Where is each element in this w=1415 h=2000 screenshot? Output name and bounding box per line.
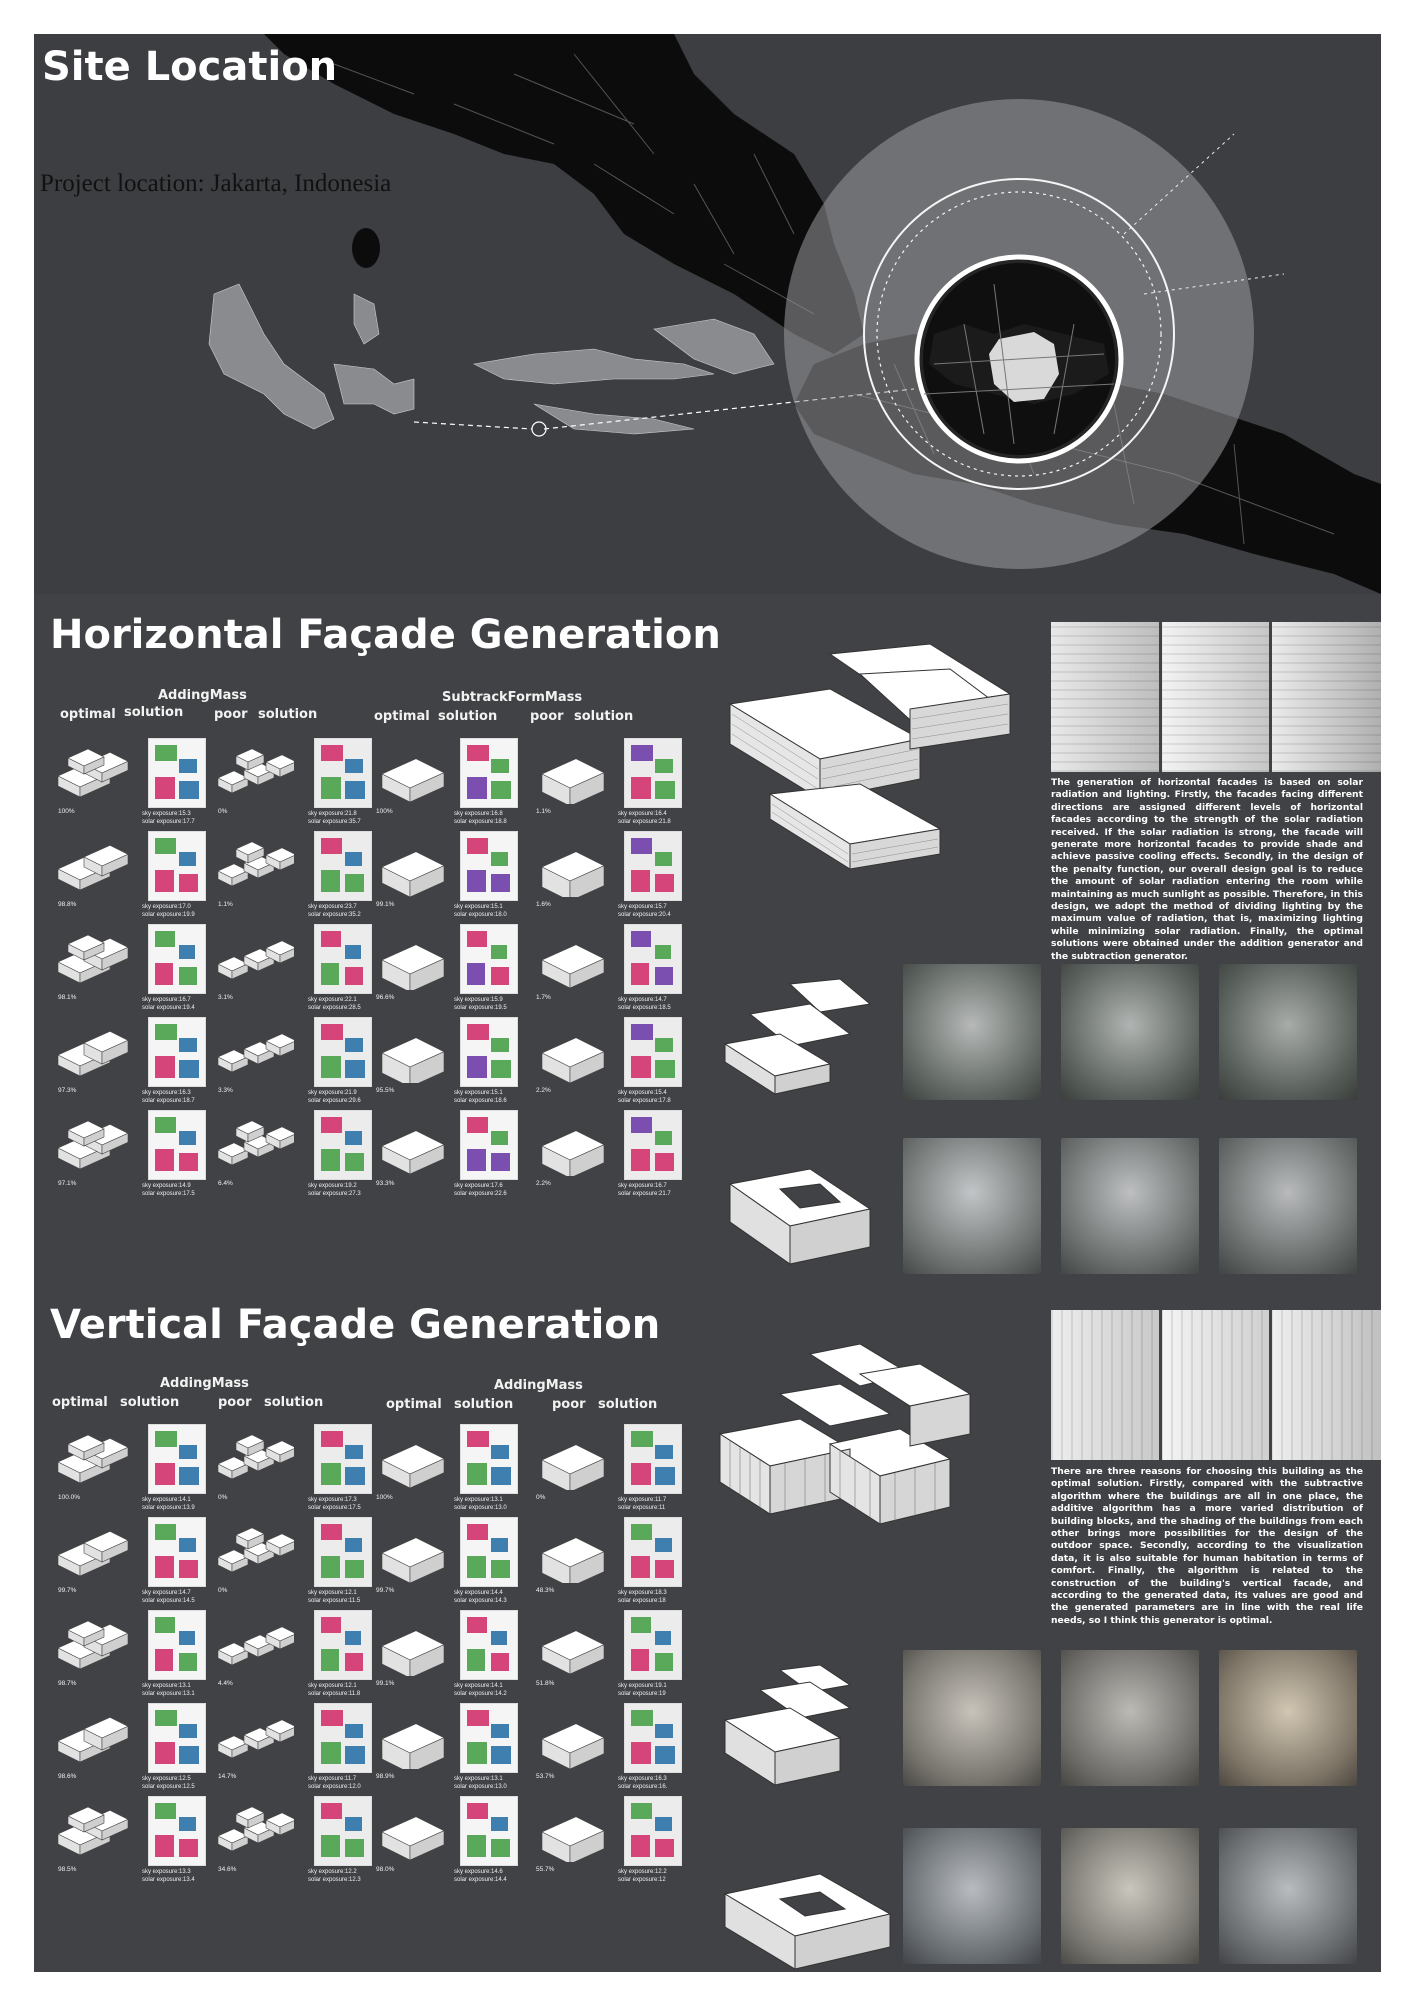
massing-model — [54, 835, 140, 921]
massing-model — [54, 1707, 140, 1793]
solar-exposure-label: solar exposure:18.5 — [618, 1005, 671, 1011]
sky-exposure-label: sky exposure:15.3 — [142, 811, 191, 817]
sky-exposure-label: sky exposure:16.7 — [618, 1183, 667, 1189]
solar-exposure-label: solar exposure:29.6 — [308, 1098, 361, 1104]
score-percentage: 99.7% — [58, 1587, 77, 1594]
horizontal-render-2-2 — [1061, 1138, 1199, 1274]
sky-exposure-label: sky exposure:11.7 — [618, 1497, 667, 1503]
massing-model — [214, 1707, 300, 1793]
massing-model — [532, 1800, 618, 1886]
exposure-plan-map — [624, 1424, 682, 1494]
score-percentage: 98.7% — [58, 1680, 77, 1687]
sky-exposure-label: sky exposure:14.7 — [618, 997, 667, 1003]
sky-exposure-label: sky exposure:16.3 — [618, 1776, 667, 1782]
score-percentage: 99.1% — [376, 1680, 395, 1687]
v-legend-right-poor: poor — [552, 1397, 586, 1412]
exposure-plan-map — [148, 1424, 206, 1494]
vertical-render-1-2 — [1061, 1650, 1199, 1786]
sky-exposure-label: sky exposure:19.2 — [308, 1183, 357, 1189]
vertical-axon-2 — [720, 1660, 900, 1800]
score-percentage: 100% — [376, 808, 393, 815]
solar-exposure-label: solar exposure:14.3 — [454, 1598, 507, 1604]
sky-exposure-label: sky exposure:22.1 — [308, 997, 357, 1003]
solar-exposure-label: solar exposure:14.5 — [142, 1598, 195, 1604]
exposure-plan-map — [148, 1517, 206, 1587]
v-legend-right-group: AddingMass — [494, 1378, 583, 1393]
exposure-plan-map — [148, 738, 206, 808]
massing-model — [54, 1021, 140, 1107]
score-percentage: 1.1% — [218, 901, 233, 908]
massing-model — [532, 1021, 618, 1107]
sky-exposure-label: sky exposure:13.1 — [142, 1683, 191, 1689]
exposure-plan-map — [314, 738, 372, 808]
exposure-plan-map — [148, 924, 206, 994]
massing-model — [214, 1021, 300, 1107]
solar-exposure-label: solar exposure:13.4 — [142, 1877, 195, 1883]
v-legend-right-solution: solution — [454, 1397, 514, 1412]
score-percentage: 2.2% — [536, 1180, 551, 1187]
score-percentage: 14.7% — [218, 1773, 237, 1780]
massing-model — [372, 742, 458, 828]
horizontal-axon-main — [710, 634, 1050, 904]
exposure-plan-map — [314, 1017, 372, 1087]
v-legend-left-solution2: solution — [264, 1395, 324, 1410]
massing-model — [532, 1707, 618, 1793]
score-percentage: 95.5% — [376, 1087, 395, 1094]
sky-exposure-label: sky exposure:14.4 — [454, 1590, 503, 1596]
solar-exposure-label: solar exposure:18.7 — [142, 1098, 195, 1104]
massing-model — [214, 742, 300, 828]
horizontal-facade-title: Horizontal Façade Generation — [50, 612, 721, 658]
vertical-axon-main — [710, 1334, 1050, 1604]
v-legend-right-solution2: solution — [598, 1397, 658, 1412]
vertical-facade-closeup-photos — [1051, 1310, 1381, 1460]
solar-exposure-label: solar exposure:22.6 — [454, 1191, 507, 1197]
horizontal-render-1-2 — [1061, 964, 1199, 1100]
exposure-plan-map — [314, 831, 372, 901]
solar-exposure-label: solar exposure:19.4 — [142, 1005, 195, 1011]
exposure-plan-map — [624, 738, 682, 808]
score-percentage: 100% — [376, 1494, 393, 1501]
massing-model — [54, 1614, 140, 1700]
score-percentage: 98.9% — [376, 1773, 395, 1780]
score-percentage: 0% — [218, 1494, 228, 1501]
h-legend-right-solution2: solution — [574, 709, 634, 724]
solar-exposure-label: solar exposure:12.5 — [142, 1784, 195, 1790]
score-percentage: 48.3% — [536, 1587, 555, 1594]
sky-exposure-label: sky exposure:13.1 — [454, 1776, 503, 1782]
score-percentage: 0% — [536, 1494, 546, 1501]
score-percentage: 99.1% — [376, 901, 395, 908]
massing-model — [214, 1428, 300, 1514]
massing-model — [214, 1521, 300, 1607]
score-percentage: 0% — [218, 1587, 228, 1594]
exposure-plan-map — [148, 1017, 206, 1087]
sky-exposure-label: sky exposure:16.4 — [618, 811, 667, 817]
massing-model — [214, 1114, 300, 1200]
sky-exposure-label: sky exposure:13.3 — [142, 1869, 191, 1875]
solar-exposure-label: solar exposure:17.5 — [308, 1505, 361, 1511]
score-percentage: 53.7% — [536, 1773, 555, 1780]
sky-exposure-label: sky exposure:21.8 — [308, 811, 357, 817]
massing-model — [372, 1800, 458, 1886]
exposure-plan-map — [314, 1517, 372, 1587]
score-percentage: 4.4% — [218, 1680, 233, 1687]
solar-exposure-label: solar exposure:12.3 — [308, 1877, 361, 1883]
sky-exposure-label: sky exposure:11.7 — [308, 1776, 357, 1782]
horizontal-render-1-1 — [903, 964, 1041, 1100]
exposure-plan-map — [460, 1610, 518, 1680]
vertical-render-1-1 — [903, 1650, 1041, 1786]
solar-exposure-label: solar exposure:18.6 — [454, 1098, 507, 1104]
poster — [34, 34, 1381, 1972]
h-legend-right-group: SubtrackFormMass — [442, 690, 583, 705]
solar-exposure-label: solar exposure:28.5 — [308, 1005, 361, 1011]
h-legend-left-poor: poor — [214, 707, 248, 722]
exposure-plan-map — [624, 1110, 682, 1180]
massing-model — [532, 1521, 618, 1607]
exposure-plan-map — [460, 831, 518, 901]
site-location-title: Site Location — [42, 44, 338, 90]
exposure-plan-map — [148, 1610, 206, 1680]
sky-exposure-label: sky exposure:17.3 — [308, 1497, 357, 1503]
score-percentage: 98.1% — [58, 994, 77, 1001]
vertical-render-2-1 — [903, 1828, 1041, 1964]
exposure-plan-map — [460, 1424, 518, 1494]
exposure-plan-map — [624, 1796, 682, 1866]
solar-exposure-label: solar exposure:13.1 — [142, 1691, 195, 1697]
sky-exposure-label: sky exposure:12.1 — [308, 1590, 357, 1596]
score-percentage: 98.0% — [376, 1866, 395, 1873]
exposure-plan-map — [314, 1110, 372, 1180]
solar-exposure-label: solar exposure:20.4 — [618, 912, 671, 918]
score-percentage: 97.1% — [58, 1180, 77, 1187]
sky-exposure-label: sky exposure:15.9 — [454, 997, 503, 1003]
massing-model — [54, 928, 140, 1014]
solar-exposure-label: solar exposure:35.2 — [308, 912, 361, 918]
exposure-plan-map — [148, 1796, 206, 1866]
sky-exposure-label: sky exposure:12.2 — [618, 1869, 667, 1875]
solar-exposure-label: solar exposure:17.8 — [618, 1098, 671, 1104]
exposure-plan-map — [314, 1610, 372, 1680]
exposure-plan-map — [624, 1517, 682, 1587]
massing-model — [54, 1114, 140, 1200]
horizontal-render-2-1 — [903, 1138, 1041, 1274]
v-legend-left-group: AddingMass — [160, 1376, 249, 1391]
score-percentage: 98.5% — [58, 1866, 77, 1873]
vertical-render-2-2 — [1061, 1828, 1199, 1964]
massing-model — [532, 742, 618, 828]
score-percentage: 3.3% — [218, 1087, 233, 1094]
score-percentage: 1.6% — [536, 901, 551, 908]
v-legend-left-optimal: optimal — [52, 1395, 108, 1410]
sky-exposure-label: sky exposure:14.1 — [142, 1497, 191, 1503]
horizontal-render-1-3 — [1219, 964, 1357, 1100]
exposure-plan-map — [460, 924, 518, 994]
exposure-plan-map — [314, 1424, 372, 1494]
massing-model — [372, 928, 458, 1014]
score-percentage: 1.1% — [536, 808, 551, 815]
exposure-plan-map — [624, 1703, 682, 1773]
massing-model — [372, 835, 458, 921]
massing-model — [54, 742, 140, 828]
solar-exposure-label: solar exposure:18.8 — [454, 819, 507, 825]
sky-exposure-label: sky exposure:15.1 — [454, 904, 503, 910]
sky-exposure-label: sky exposure:16.7 — [142, 997, 191, 1003]
massing-model — [214, 928, 300, 1014]
massing-model — [372, 1114, 458, 1200]
score-percentage: 96.6% — [376, 994, 395, 1001]
solar-exposure-label: solar exposure:13.0 — [454, 1784, 507, 1790]
vertical-axon-3 — [720, 1854, 900, 1972]
vertical-facade-title: Vertical Façade Generation — [50, 1302, 661, 1348]
exposure-plan-map — [460, 738, 518, 808]
solar-exposure-label: solar exposure:11 — [618, 1505, 666, 1511]
sky-exposure-label: sky exposure:14.7 — [142, 1590, 191, 1596]
massing-model — [214, 1614, 300, 1700]
exposure-plan-map — [314, 1703, 372, 1773]
score-percentage: 100% — [58, 808, 75, 815]
massing-model — [372, 1021, 458, 1107]
solar-exposure-label: solar exposure:17.5 — [142, 1191, 195, 1197]
massing-model — [372, 1707, 458, 1793]
h-legend-left-optimal: optimal — [60, 707, 116, 722]
score-percentage: 100.0% — [58, 1494, 81, 1501]
exposure-plan-map — [460, 1796, 518, 1866]
sky-exposure-label: sky exposure:21.9 — [308, 1090, 357, 1096]
h-legend-left-group: AddingMass — [158, 688, 247, 703]
solar-exposure-label: solar exposure:13.9 — [142, 1505, 195, 1511]
score-percentage: 3.1% — [218, 994, 233, 1001]
h-legend-left-solution2: solution — [258, 707, 318, 722]
score-percentage: 99.7% — [376, 1587, 395, 1594]
score-percentage: 93.3% — [376, 1180, 395, 1187]
exposure-plan-map — [624, 1017, 682, 1087]
score-percentage: 97.3% — [58, 1087, 77, 1094]
v-legend-right-optimal: optimal — [386, 1397, 442, 1412]
exposure-plan-map — [148, 1110, 206, 1180]
score-percentage: 51.8% — [536, 1680, 555, 1687]
exposure-plan-map — [148, 1703, 206, 1773]
project-location-label: Project location: Jakarta, Indonesia — [40, 170, 392, 197]
massing-model — [214, 1800, 300, 1886]
sky-exposure-label: sky exposure:12.2 — [308, 1869, 357, 1875]
sky-exposure-label: sky exposure:14.6 — [454, 1869, 503, 1875]
sky-exposure-label: sky exposure:14.1 — [454, 1683, 503, 1689]
sky-exposure-label: sky exposure:17.6 — [454, 1183, 503, 1189]
horizontal-description: The generation of horizontal facades is based on solar radiation and lighting. Firstly, the facades facing different directions are assigned different levels of horizontal facades according to the strength of the solar radiation received. If the solar radiation is strong, the facade will generate more horizontal facades to provide shade and achieve passive cooling effects. Secondly, in the design of the penalty function, our overall design goal is to reduce the amount of solar radiation entering the room while maintaining as much sunlight as possible. Therefore, in this design, we adopt the method of dividing lighting by the maximum value of radiation, that is, maximizing lighting while minimizing solar radiation. Finally, the optimal solutions were obtained under the addition generator and the subtraction generator. — [1051, 777, 1363, 962]
solar-exposure-label: solar exposure:16. — [618, 1784, 668, 1790]
horizontal-render-2-3 — [1219, 1138, 1357, 1274]
solar-exposure-label: solar exposure:19.5 — [454, 1005, 507, 1011]
massing-model — [54, 1800, 140, 1886]
sky-exposure-label: sky exposure:15.4 — [618, 1090, 667, 1096]
horizontal-axon-2 — [720, 974, 900, 1104]
score-percentage: 1.7% — [536, 994, 551, 1001]
solar-exposure-label: solar exposure:19 — [618, 1691, 666, 1697]
sky-exposure-label: sky exposure:13.1 — [454, 1497, 503, 1503]
sky-exposure-label: sky exposure:18.3 — [618, 1590, 667, 1596]
solar-exposure-label: solar exposure:14.2 — [454, 1691, 507, 1697]
solar-exposure-label: solar exposure:12.0 — [308, 1784, 361, 1790]
massing-model — [532, 835, 618, 921]
exposure-plan-map — [460, 1110, 518, 1180]
score-percentage: 34.6% — [218, 1866, 237, 1873]
sky-exposure-label: sky exposure:15.7 — [618, 904, 667, 910]
solar-exposure-label: solar exposure:35.7 — [308, 819, 361, 825]
exposure-plan-map — [460, 1517, 518, 1587]
sky-exposure-label: sky exposure:16.3 — [142, 1090, 191, 1096]
vertical-description: There are three reasons for choosing this building as the optimal solution. Firstly, compared with the subtractive algorithm where the buildings are all in one place, the additive algorithm has a more varied distribution of building blocks, and the shading of the buildings from each other brings more possibilities for the design of the outdoor space. Secondly, according to the visualization data, it is also suitable for human habitation in terms of comfort. Finally, the algorithm is related to the construction of the building's vertical facade, and according to the generated data, its values are good and the generated parameters are in line with the real life needs, so I think this generator is optimal. — [1051, 1466, 1363, 1626]
h-legend-right-poor: poor — [530, 709, 564, 724]
sky-exposure-label: sky exposure:19.1 — [618, 1683, 667, 1689]
exposure-plan-map — [624, 924, 682, 994]
score-percentage: 0% — [218, 808, 228, 815]
h-legend-left-solution: solution — [124, 705, 184, 720]
solar-exposure-label: solar exposure:21.7 — [618, 1191, 671, 1197]
massing-model — [54, 1521, 140, 1607]
score-percentage: 98.6% — [58, 1773, 77, 1780]
solar-exposure-label: solar exposure:11.8 — [308, 1691, 361, 1697]
massing-model — [372, 1428, 458, 1514]
h-legend-right-optimal: optimal — [374, 709, 430, 724]
horizontal-facade-closeup-photos — [1051, 622, 1381, 772]
vertical-render-1-3 — [1219, 1650, 1357, 1786]
site-map — [34, 34, 1381, 594]
exposure-plan-map — [314, 924, 372, 994]
massing-model — [372, 1614, 458, 1700]
massing-model — [532, 1114, 618, 1200]
exposure-plan-map — [460, 1703, 518, 1773]
solar-exposure-label: solar exposure:12 — [618, 1877, 666, 1883]
massing-model — [532, 1428, 618, 1514]
solar-exposure-label: solar exposure:27.3 — [308, 1191, 361, 1197]
massing-model — [532, 928, 618, 1014]
exposure-plan-map — [624, 831, 682, 901]
exposure-plan-map — [624, 1610, 682, 1680]
solar-exposure-label: solar exposure:13.0 — [454, 1505, 507, 1511]
solar-exposure-label: solar exposure:19.9 — [142, 912, 195, 918]
sky-exposure-label: sky exposure:16.8 — [454, 811, 503, 817]
score-percentage: 6.4% — [218, 1180, 233, 1187]
sky-exposure-label: sky exposure:12.5 — [142, 1776, 191, 1782]
massing-model — [532, 1614, 618, 1700]
score-percentage: 55.7% — [536, 1866, 555, 1873]
horizontal-axon-3 — [720, 1154, 900, 1284]
exposure-plan-map — [314, 1796, 372, 1866]
h-legend-right-solution: solution — [438, 709, 498, 724]
solar-exposure-label: solar exposure:21.8 — [618, 819, 671, 825]
score-percentage: 2.2% — [536, 1087, 551, 1094]
massing-model — [372, 1521, 458, 1607]
v-legend-left-solution: solution — [120, 1395, 180, 1410]
massing-model — [214, 835, 300, 921]
exposure-plan-map — [148, 831, 206, 901]
sky-exposure-label: sky exposure:12.1 — [308, 1683, 357, 1689]
v-legend-left-poor: poor — [218, 1395, 252, 1410]
solar-exposure-label: solar exposure:18.0 — [454, 912, 507, 918]
solar-exposure-label: solar exposure:17.7 — [142, 819, 195, 825]
vertical-render-2-3 — [1219, 1828, 1357, 1964]
sky-exposure-label: sky exposure:17.0 — [142, 904, 191, 910]
sky-exposure-label: sky exposure:23.7 — [308, 904, 357, 910]
solar-exposure-label: solar exposure:14.4 — [454, 1877, 507, 1883]
solar-exposure-label: solar exposure:11.5 — [308, 1598, 361, 1604]
score-percentage: 98.8% — [58, 901, 77, 908]
sky-exposure-label: sky exposure:15.1 — [454, 1090, 503, 1096]
sky-exposure-label: sky exposure:14.9 — [142, 1183, 191, 1189]
solar-exposure-label: solar exposure:18 — [618, 1598, 666, 1604]
exposure-plan-map — [460, 1017, 518, 1087]
massing-model — [54, 1428, 140, 1514]
